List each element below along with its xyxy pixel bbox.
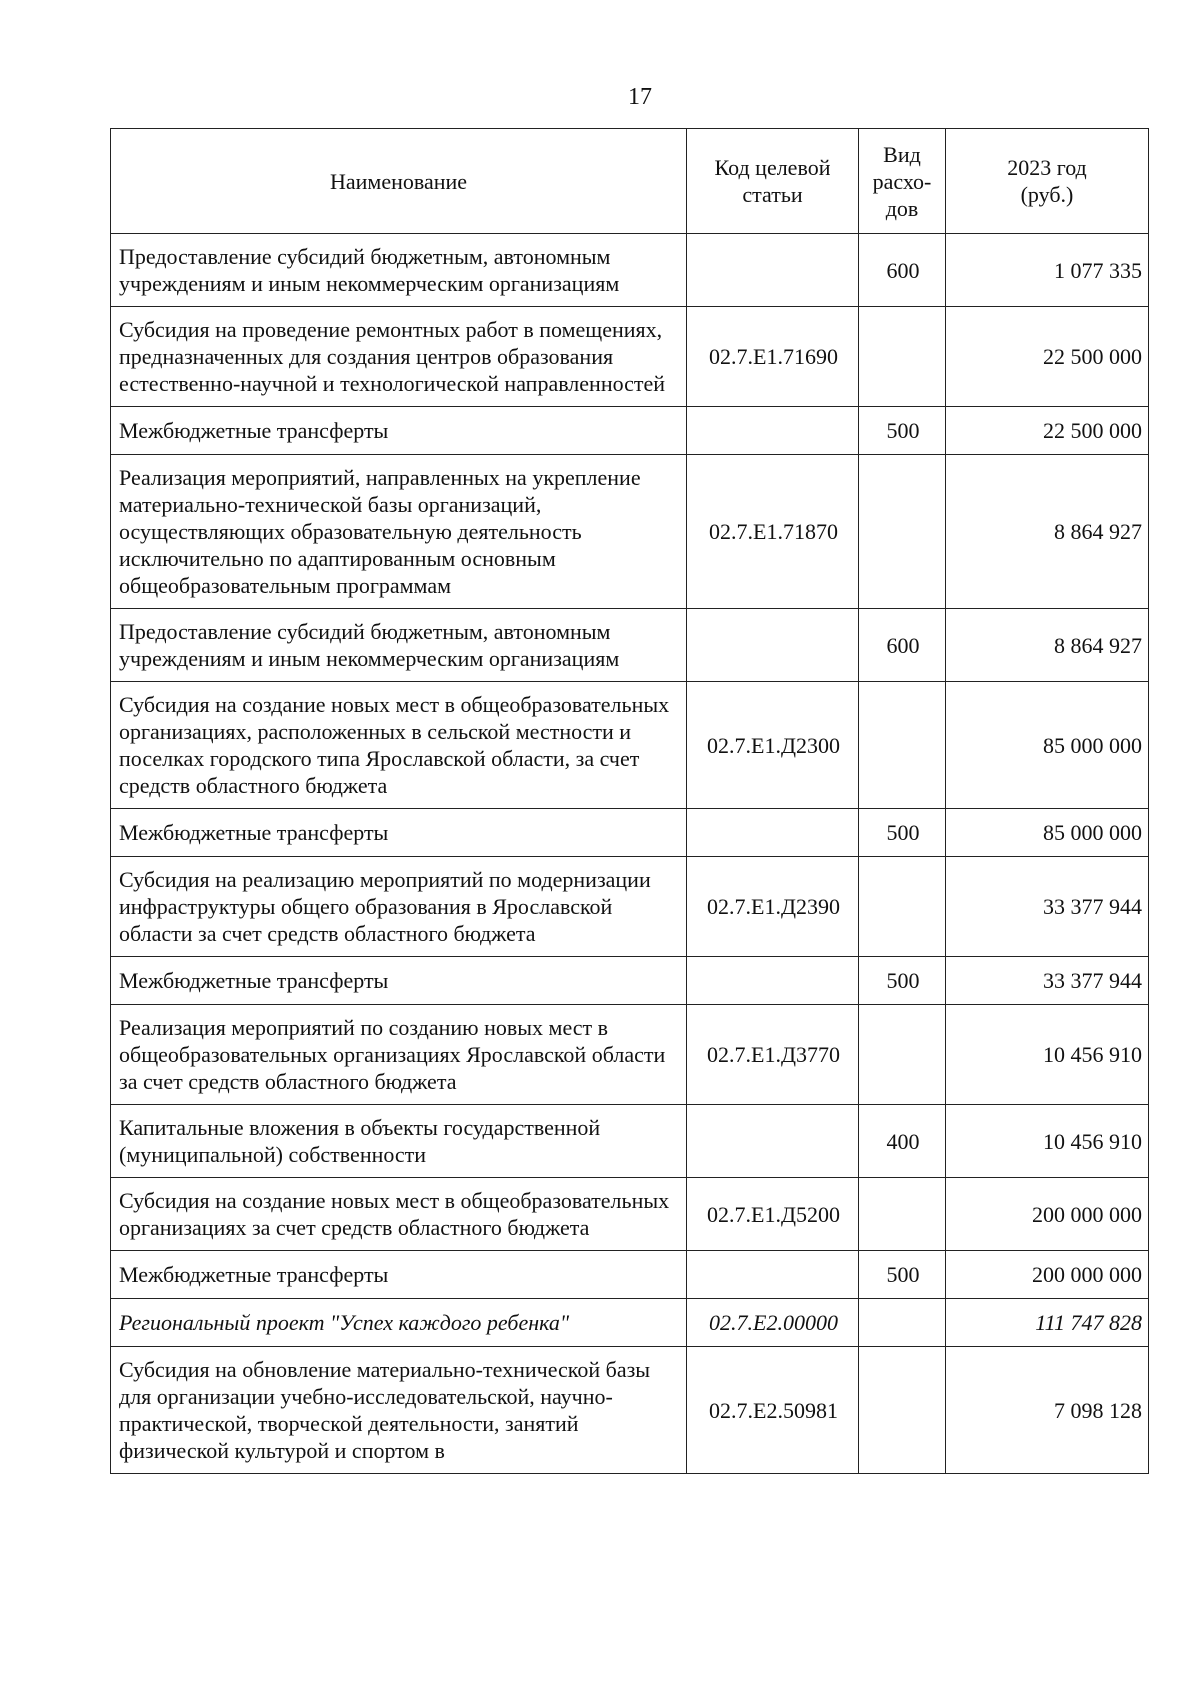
row-code — [687, 407, 859, 455]
row-name: Реализация мероприятий по созданию новых мест в общеобразовательных организациях Ярославской области за счет средств областного бюджета — [111, 1005, 687, 1105]
row-name: Межбюджетные трансферты — [111, 407, 687, 455]
row-amount: 8 864 927 — [946, 609, 1149, 682]
row-name: Субсидия на проведение ремонтных работ в помещениях, предназначенных для создания центров образования естественно-научной и технологической направленностей — [111, 307, 687, 407]
row-kind: 500 — [859, 407, 946, 455]
row-kind — [859, 1178, 946, 1251]
table-row — [111, 1105, 1149, 1178]
row-code: 02.7.Е1.Д5200 — [687, 1178, 859, 1251]
row-amount: 85 000 000 — [946, 809, 1149, 857]
row-amount: 33 377 944 — [946, 957, 1149, 1005]
row-code: 02.7.Е1.Д2300 — [687, 682, 859, 809]
row-code — [687, 957, 859, 1005]
row-code — [687, 1251, 859, 1299]
row-kind — [859, 455, 946, 609]
row-name: Реализация мероприятий, направленных на укрепление материально-технической базы организаций, осуществляющих образовательную деятельность исключительно по адаптированным основным общеобразовательным программам — [111, 455, 687, 609]
table-row — [111, 1005, 1149, 1105]
row-code: 02.7.Е2.00000 — [687, 1299, 859, 1347]
table-header-row — [111, 129, 1149, 234]
table-row — [111, 455, 1149, 609]
row-kind: 500 — [859, 957, 946, 1005]
row-kind — [859, 682, 946, 809]
row-code — [687, 609, 859, 682]
row-amount: 22 500 000 — [946, 407, 1149, 455]
row-amount: 10 456 910 — [946, 1105, 1149, 1178]
budget-table — [110, 128, 1149, 1474]
header-amount-line: (руб.) — [1020, 182, 1074, 207]
row-name: Субсидия на создание новых мест в общеобразовательных организациях, расположенных в сельской местности и поселках городского типа Ярославской области, за счет средств областного бюджета — [111, 682, 687, 809]
row-code — [687, 809, 859, 857]
header-name-label: Наименование — [329, 168, 468, 194]
row-code: 02.7.Е2.50981 — [687, 1347, 859, 1474]
header-code — [687, 129, 859, 234]
row-code: 02.7.Е1.71690 — [687, 307, 859, 407]
row-name: Межбюджетные трансферты — [111, 1251, 687, 1299]
row-name: Капитальные вложения в объекты государственной (муниципальной) собственности — [111, 1105, 687, 1178]
row-code — [687, 1105, 859, 1178]
row-amount: 111 747 828 — [946, 1299, 1149, 1347]
table-row — [111, 609, 1149, 682]
row-code: 02.7.Е1.71870 — [687, 455, 859, 609]
row-amount: 10 456 910 — [946, 1005, 1149, 1105]
row-name: Региональный проект "Успех каждого ребенка" — [111, 1299, 687, 1347]
row-code: 02.7.Е1.Д2390 — [687, 857, 859, 957]
header-kind — [859, 129, 946, 234]
table-row — [111, 1178, 1149, 1251]
table-row — [111, 682, 1149, 809]
header-name — [111, 129, 687, 234]
row-name: Межбюджетные трансферты — [111, 957, 687, 1005]
row-kind — [859, 857, 946, 957]
row-kind: 400 — [859, 1105, 946, 1178]
table-row — [111, 407, 1149, 455]
row-code: 02.7.Е1.Д3770 — [687, 1005, 859, 1105]
table-row — [111, 234, 1149, 307]
row-amount: 1 077 335 — [946, 234, 1149, 307]
row-kind — [859, 307, 946, 407]
row-kind — [859, 1005, 946, 1105]
row-kind: 600 — [859, 609, 946, 682]
header-kind-line: расхо- — [872, 168, 932, 194]
table-row — [111, 307, 1149, 407]
row-kind: 500 — [859, 1251, 946, 1299]
row-name: Предоставление субсидий бюджетным, автономным учреждениям и иным некоммерческим организациям — [111, 609, 687, 682]
row-name: Субсидия на реализацию мероприятий по модернизации инфраструктуры общего образования в Ярославской области за счет средств областного бюджета — [111, 857, 687, 957]
row-amount: 8 864 927 — [946, 455, 1149, 609]
row-kind — [859, 1347, 946, 1474]
table-row — [111, 857, 1149, 957]
row-name: Предоставление субсидий бюджетным, автономным учреждениям и иным некоммерческим организациям — [111, 234, 687, 307]
table-row-project — [111, 1299, 1149, 1347]
row-code — [687, 234, 859, 307]
table-row — [111, 1347, 1149, 1474]
table-row — [111, 1251, 1149, 1299]
row-amount: 200 000 000 — [946, 1178, 1149, 1251]
header-amount — [946, 129, 1149, 234]
row-name: Субсидия на обновление материально-технической базы для организации учебно-исследовательской, научно-практической, творческой деятельности, занятий физической культурой и спортом в — [111, 1347, 687, 1474]
row-kind: 500 — [859, 809, 946, 857]
header-code-line: статьи — [742, 182, 803, 207]
row-amount: 33 377 944 — [946, 857, 1149, 957]
header-kind-line: дов — [885, 195, 919, 221]
row-name: Межбюджетные трансферты — [111, 809, 687, 857]
row-amount: 7 098 128 — [946, 1347, 1149, 1474]
row-amount: 200 000 000 — [946, 1251, 1149, 1299]
header-amount-line: 2023 год — [1007, 155, 1087, 180]
row-kind — [859, 1299, 946, 1347]
row-name: Субсидия на создание новых мест в общеобразовательных организациях за счет средств областного бюджета — [111, 1178, 687, 1251]
row-amount: 22 500 000 — [946, 307, 1149, 407]
table-row — [111, 957, 1149, 1005]
table-row — [111, 809, 1149, 857]
row-kind: 600 — [859, 234, 946, 307]
row-amount: 85 000 000 — [946, 682, 1149, 809]
header-kind-line: Вид — [883, 141, 921, 167]
page-number: 17 — [628, 84, 652, 110]
header-code-line: Код целевой — [714, 155, 831, 180]
